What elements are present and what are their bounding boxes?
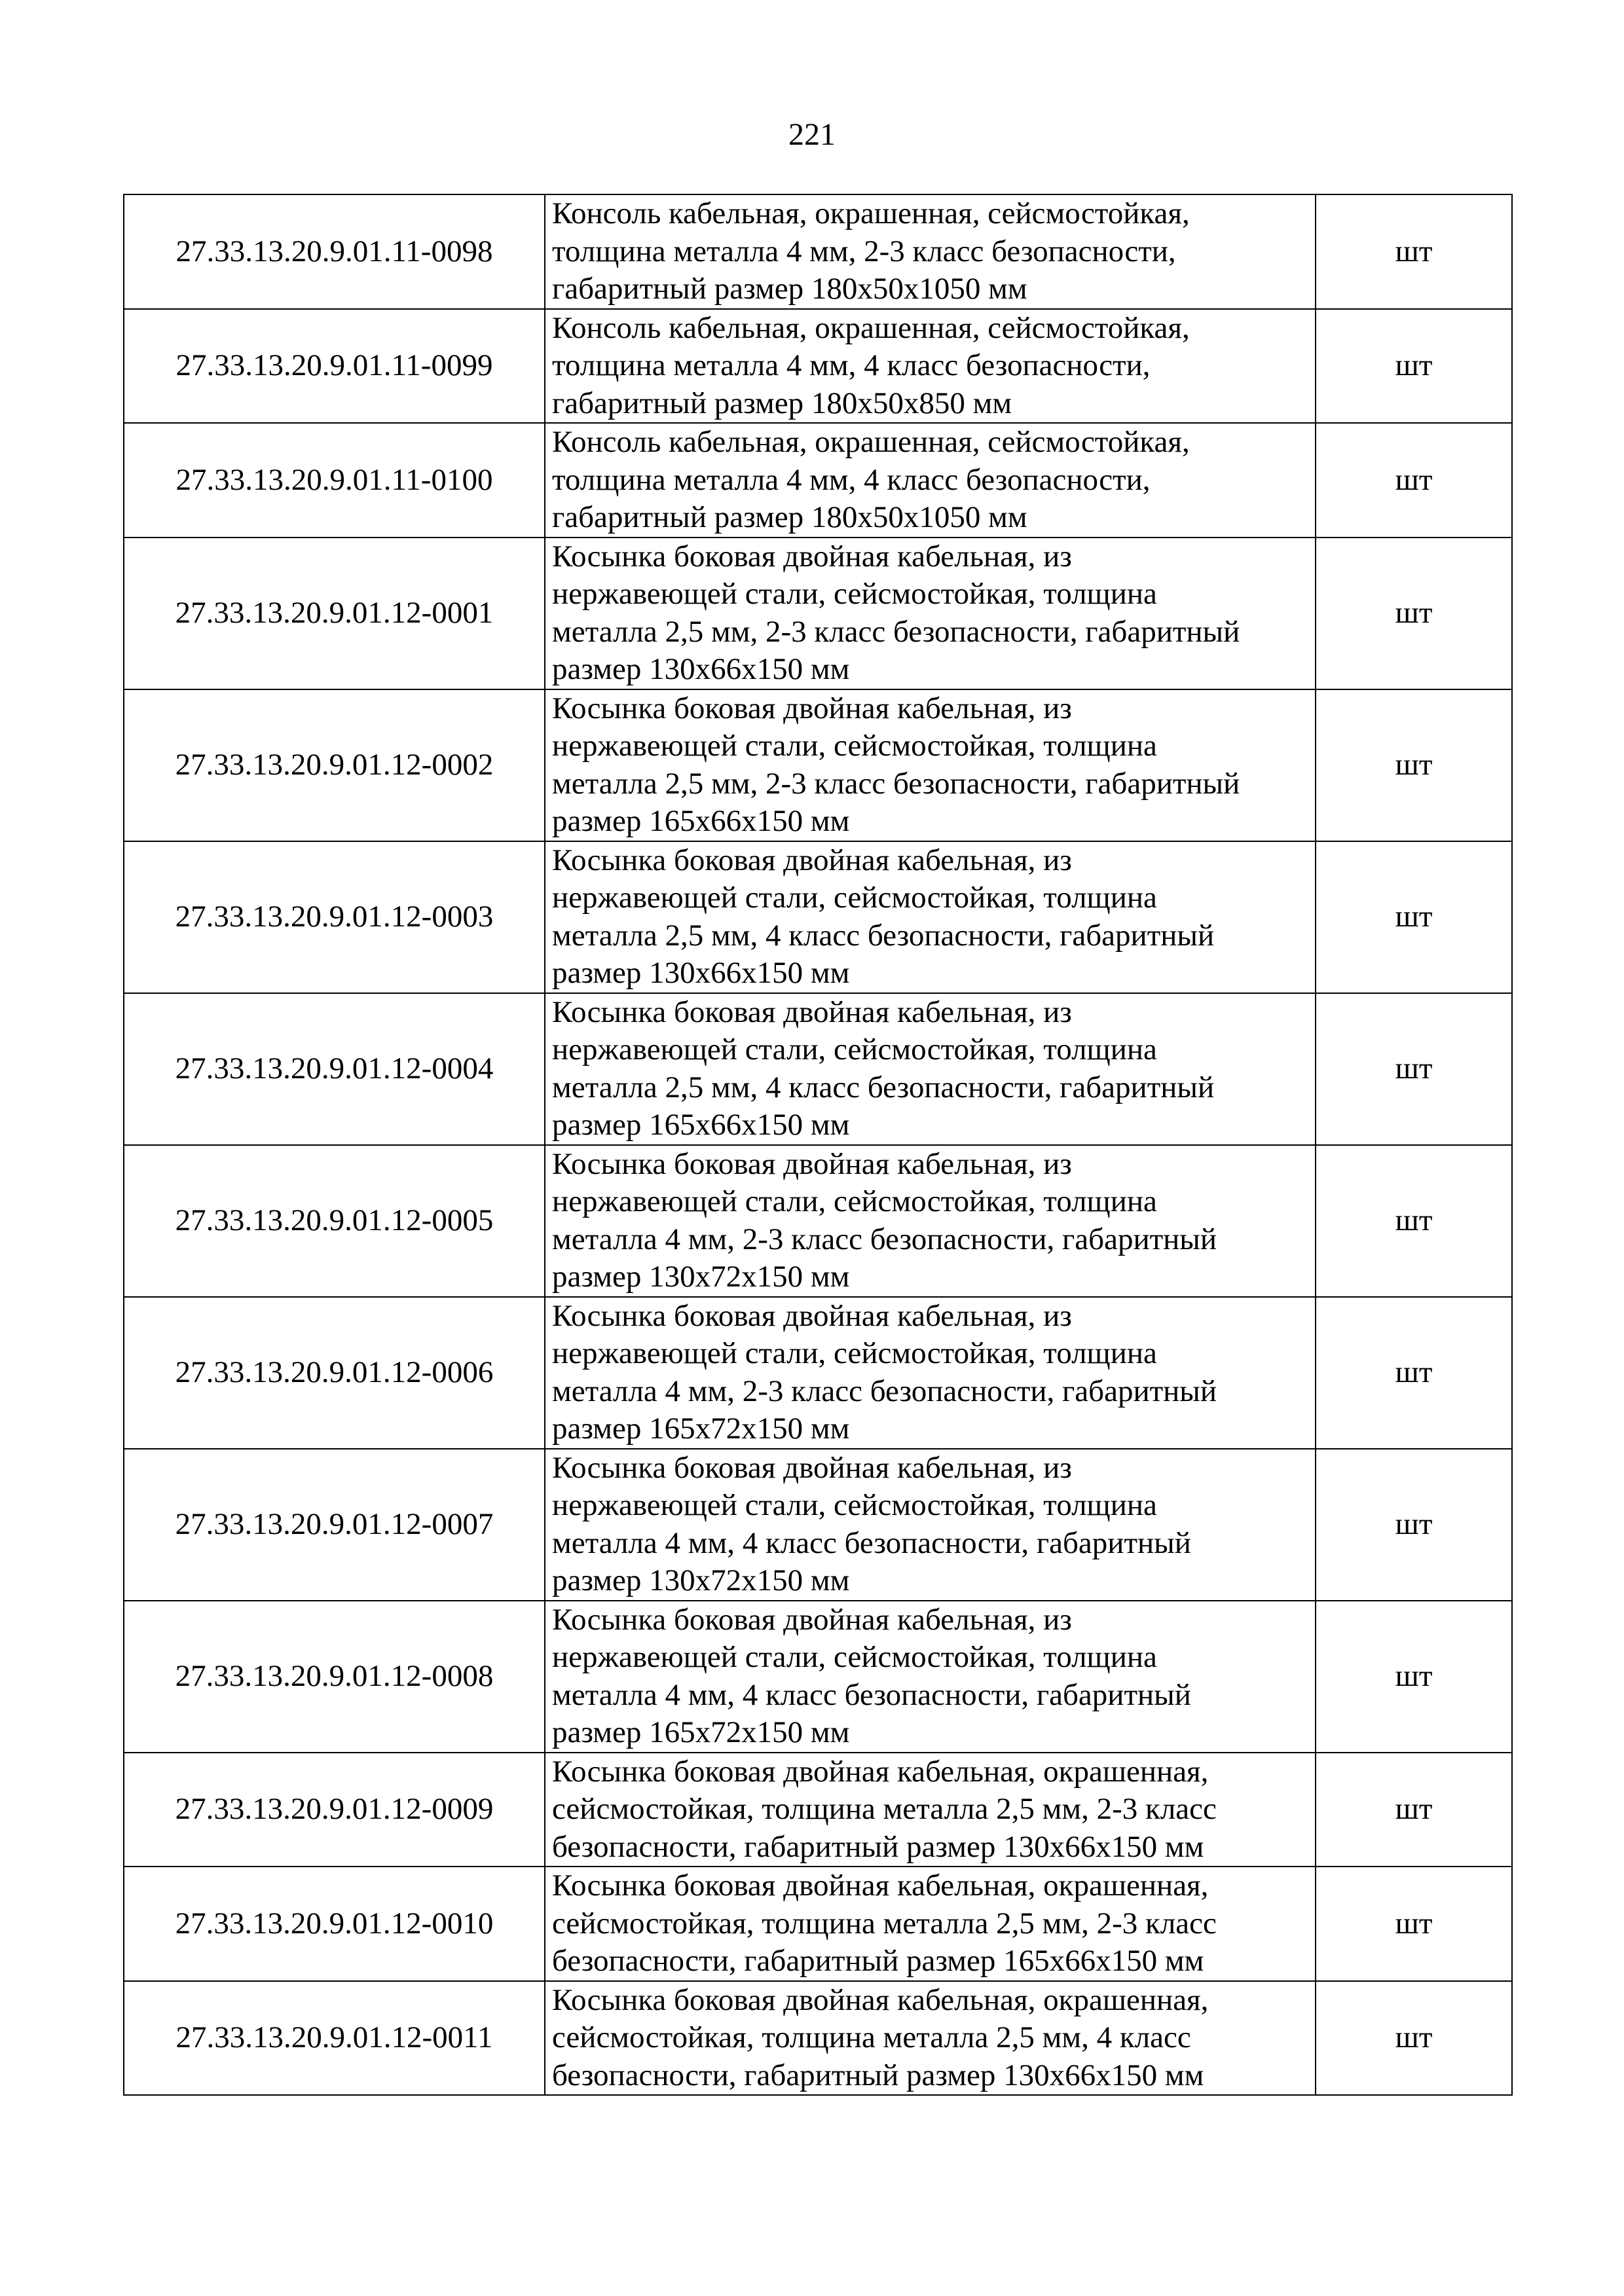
description-line: сейсмостойкая, толщина металла 2,5 мм, 4 класс: [552, 2020, 1191, 2054]
resource-code: 27.33.13.20.9.01.12-0010: [124, 1867, 545, 1981]
unit-of-measure: шт: [1316, 1753, 1512, 1867]
description-line: толщина металла 4 мм, 2-3 класс безопасности,: [552, 234, 1176, 268]
description-line: безопасности, габаритный размер 130х66х150 мм: [552, 2058, 1204, 2092]
unit-of-measure: шт: [1316, 194, 1512, 309]
table-row: [124, 1297, 1512, 1449]
description-line: металла 2,5 мм, 4 класс безопасности, габаритный: [552, 1070, 1215, 1104]
table-row: [124, 194, 1512, 309]
description-line: размер 130х72х150 мм: [552, 1563, 850, 1597]
resource-code: 27.33.13.20.9.01.12-0011: [124, 1981, 545, 2096]
resource-code: 27.33.13.20.9.01.11-0099: [124, 309, 545, 424]
description-line: Косынка боковая двойная кабельная, из: [552, 994, 1072, 1029]
description-line: нержавеющей стали, сейсмостойкая, толщина: [552, 1488, 1157, 1522]
description-line: Косынка боковая двойная кабельная, из: [552, 1146, 1072, 1181]
resource-code: 27.33.13.20.9.01.12-0006: [124, 1297, 545, 1449]
description-line: нержавеющей стали, сейсмостойкая, толщина: [552, 577, 1157, 611]
resource-description: [545, 1297, 1316, 1449]
table-row: [124, 1145, 1512, 1297]
unit-of-measure: шт: [1316, 1601, 1512, 1753]
table-row: [124, 1981, 1512, 2096]
unit-of-measure: шт: [1316, 1449, 1512, 1601]
description-line: Косынка боковая двойная кабельная, из: [552, 843, 1072, 877]
description-line: Консоль кабельная, окрашенная, сейсмостойкая,: [552, 425, 1190, 459]
resource-code: 27.33.13.20.9.01.12-0008: [124, 1601, 545, 1753]
resource-description: [545, 423, 1316, 538]
resource-description: [545, 1449, 1316, 1601]
description-line: размер 130х72х150 мм: [552, 1260, 850, 1294]
description-line: размер 130х66х150 мм: [552, 956, 850, 990]
resource-description: [545, 993, 1316, 1145]
description-line: размер 165х66х150 мм: [552, 1108, 850, 1142]
unit-of-measure: шт: [1316, 1981, 1512, 2096]
description-line: нержавеющей стали, сейсмостойкая, толщина: [552, 1184, 1157, 1218]
description-line: Косынка боковая двойная кабельная, окрашенная,: [552, 1754, 1209, 1789]
description-line: габаритный размер 180х50х850 мм: [552, 386, 1012, 420]
resource-code: 27.33.13.20.9.01.12-0005: [124, 1145, 545, 1297]
description-line: Косынка боковая двойная кабельная, из: [552, 1602, 1072, 1637]
table-row: [124, 1753, 1512, 1867]
description-line: Консоль кабельная, окрашенная, сейсмостойкая,: [552, 310, 1190, 345]
description-line: Косынка боковая двойная кабельная, из: [552, 1450, 1072, 1485]
description-line: безопасности, габаритный размер 165х66х150 мм: [552, 1944, 1204, 1978]
description-line: нержавеющей стали, сейсмостойкая, толщина: [552, 729, 1157, 763]
description-line: нержавеющей стали, сейсмостойкая, толщина: [552, 1640, 1157, 1674]
description-line: металла 2,5 мм, 4 класс безопасности, габаритный: [552, 918, 1215, 953]
resource-description: [545, 841, 1316, 993]
description-line: нержавеющей стали, сейсмостойкая, толщина: [552, 1336, 1157, 1370]
resource-code: 27.33.13.20.9.01.12-0004: [124, 993, 545, 1145]
resource-description: [545, 1145, 1316, 1297]
resource-description: [545, 1981, 1316, 2096]
table-row: [124, 1601, 1512, 1753]
page-number: 221: [788, 117, 836, 152]
description-line: Косынка боковая двойная кабельная, из: [552, 691, 1072, 725]
resource-code: 27.33.13.20.9.01.12-0003: [124, 841, 545, 993]
resource-description: [545, 689, 1316, 841]
description-line: металла 2,5 мм, 2-3 класс безопасности, габаритный: [552, 614, 1240, 649]
description-line: размер 130х66х150 мм: [552, 652, 850, 686]
description-line: Косынка боковая двойная кабельная, окрашенная,: [552, 1868, 1209, 1903]
resource-table: [123, 194, 1513, 2096]
description-line: толщина металла 4 мм, 4 класс безопасности,: [552, 462, 1151, 497]
table-row: [124, 1867, 1512, 1981]
table-row: [124, 841, 1512, 993]
unit-of-measure: шт: [1316, 1297, 1512, 1449]
resource-description: [545, 1753, 1316, 1867]
description-line: габаритный размер 180х50х1050 мм: [552, 272, 1027, 306]
description-line: металла 4 мм, 4 класс безопасности, габаритный: [552, 1525, 1191, 1560]
description-line: безопасности, габаритный размер 130х66х150 мм: [552, 1829, 1204, 1864]
description-line: размер 165х72х150 мм: [552, 1715, 850, 1749]
unit-of-measure: шт: [1316, 309, 1512, 424]
description-line: толщина металла 4 мм, 4 класс безопасности,: [552, 348, 1151, 382]
unit-of-measure: шт: [1316, 993, 1512, 1145]
table-row: [124, 423, 1512, 538]
description-line: Косынка боковая двойная кабельная, из: [552, 539, 1072, 574]
resource-code: 27.33.13.20.9.01.12-0002: [124, 689, 545, 841]
description-line: размер 165х72х150 мм: [552, 1412, 850, 1446]
resource-code: 27.33.13.20.9.01.12-0009: [124, 1753, 545, 1867]
table-row: [124, 538, 1512, 689]
resource-code: 27.33.13.20.9.01.12-0001: [124, 538, 545, 689]
resource-description: [545, 538, 1316, 689]
resource-description: [545, 1601, 1316, 1753]
resource-description: [545, 309, 1316, 424]
description-line: габаритный размер 180х50х1050 мм: [552, 500, 1027, 534]
description-line: Консоль кабельная, окрашенная, сейсмостойкая,: [552, 196, 1190, 230]
resource-description: [545, 1867, 1316, 1981]
resource-code: 27.33.13.20.9.01.11-0100: [124, 423, 545, 538]
description-line: металла 4 мм, 2-3 класс безопасности, габаритный: [552, 1222, 1217, 1256]
description-line: нержавеющей стали, сейсмостойкая, толщина: [552, 881, 1157, 915]
description-line: сейсмостойкая, толщина металла 2,5 мм, 2-3 класс: [552, 1906, 1217, 1941]
unit-of-measure: шт: [1316, 1867, 1512, 1981]
description-line: металла 4 мм, 2-3 класс безопасности, габаритный: [552, 1374, 1217, 1408]
resource-description: [545, 194, 1316, 309]
resource-code: 27.33.13.20.9.01.12-0007: [124, 1449, 545, 1601]
description-line: Косынка боковая двойная кабельная, из: [552, 1298, 1072, 1333]
description-line: металла 4 мм, 4 класс безопасности, габаритный: [552, 1677, 1191, 1712]
description-line: размер 165х66х150 мм: [552, 804, 850, 838]
table-row: [124, 689, 1512, 841]
unit-of-measure: шт: [1316, 689, 1512, 841]
description-line: нержавеющей стали, сейсмостойкая, толщина: [552, 1032, 1157, 1066]
unit-of-measure: шт: [1316, 423, 1512, 538]
table-row: [124, 309, 1512, 424]
description-line: Косынка боковая двойная кабельная, окрашенная,: [552, 1982, 1209, 2017]
resource-code: 27.33.13.20.9.01.11-0098: [124, 194, 545, 309]
description-line: металла 2,5 мм, 2-3 класс безопасности, габаритный: [552, 766, 1240, 801]
description-line: сейсмостойкая, толщина металла 2,5 мм, 2-3 класс: [552, 1792, 1217, 1826]
unit-of-measure: шт: [1316, 841, 1512, 993]
table-row: [124, 1449, 1512, 1601]
table-row: [124, 993, 1512, 1145]
unit-of-measure: шт: [1316, 538, 1512, 689]
unit-of-measure: шт: [1316, 1145, 1512, 1297]
